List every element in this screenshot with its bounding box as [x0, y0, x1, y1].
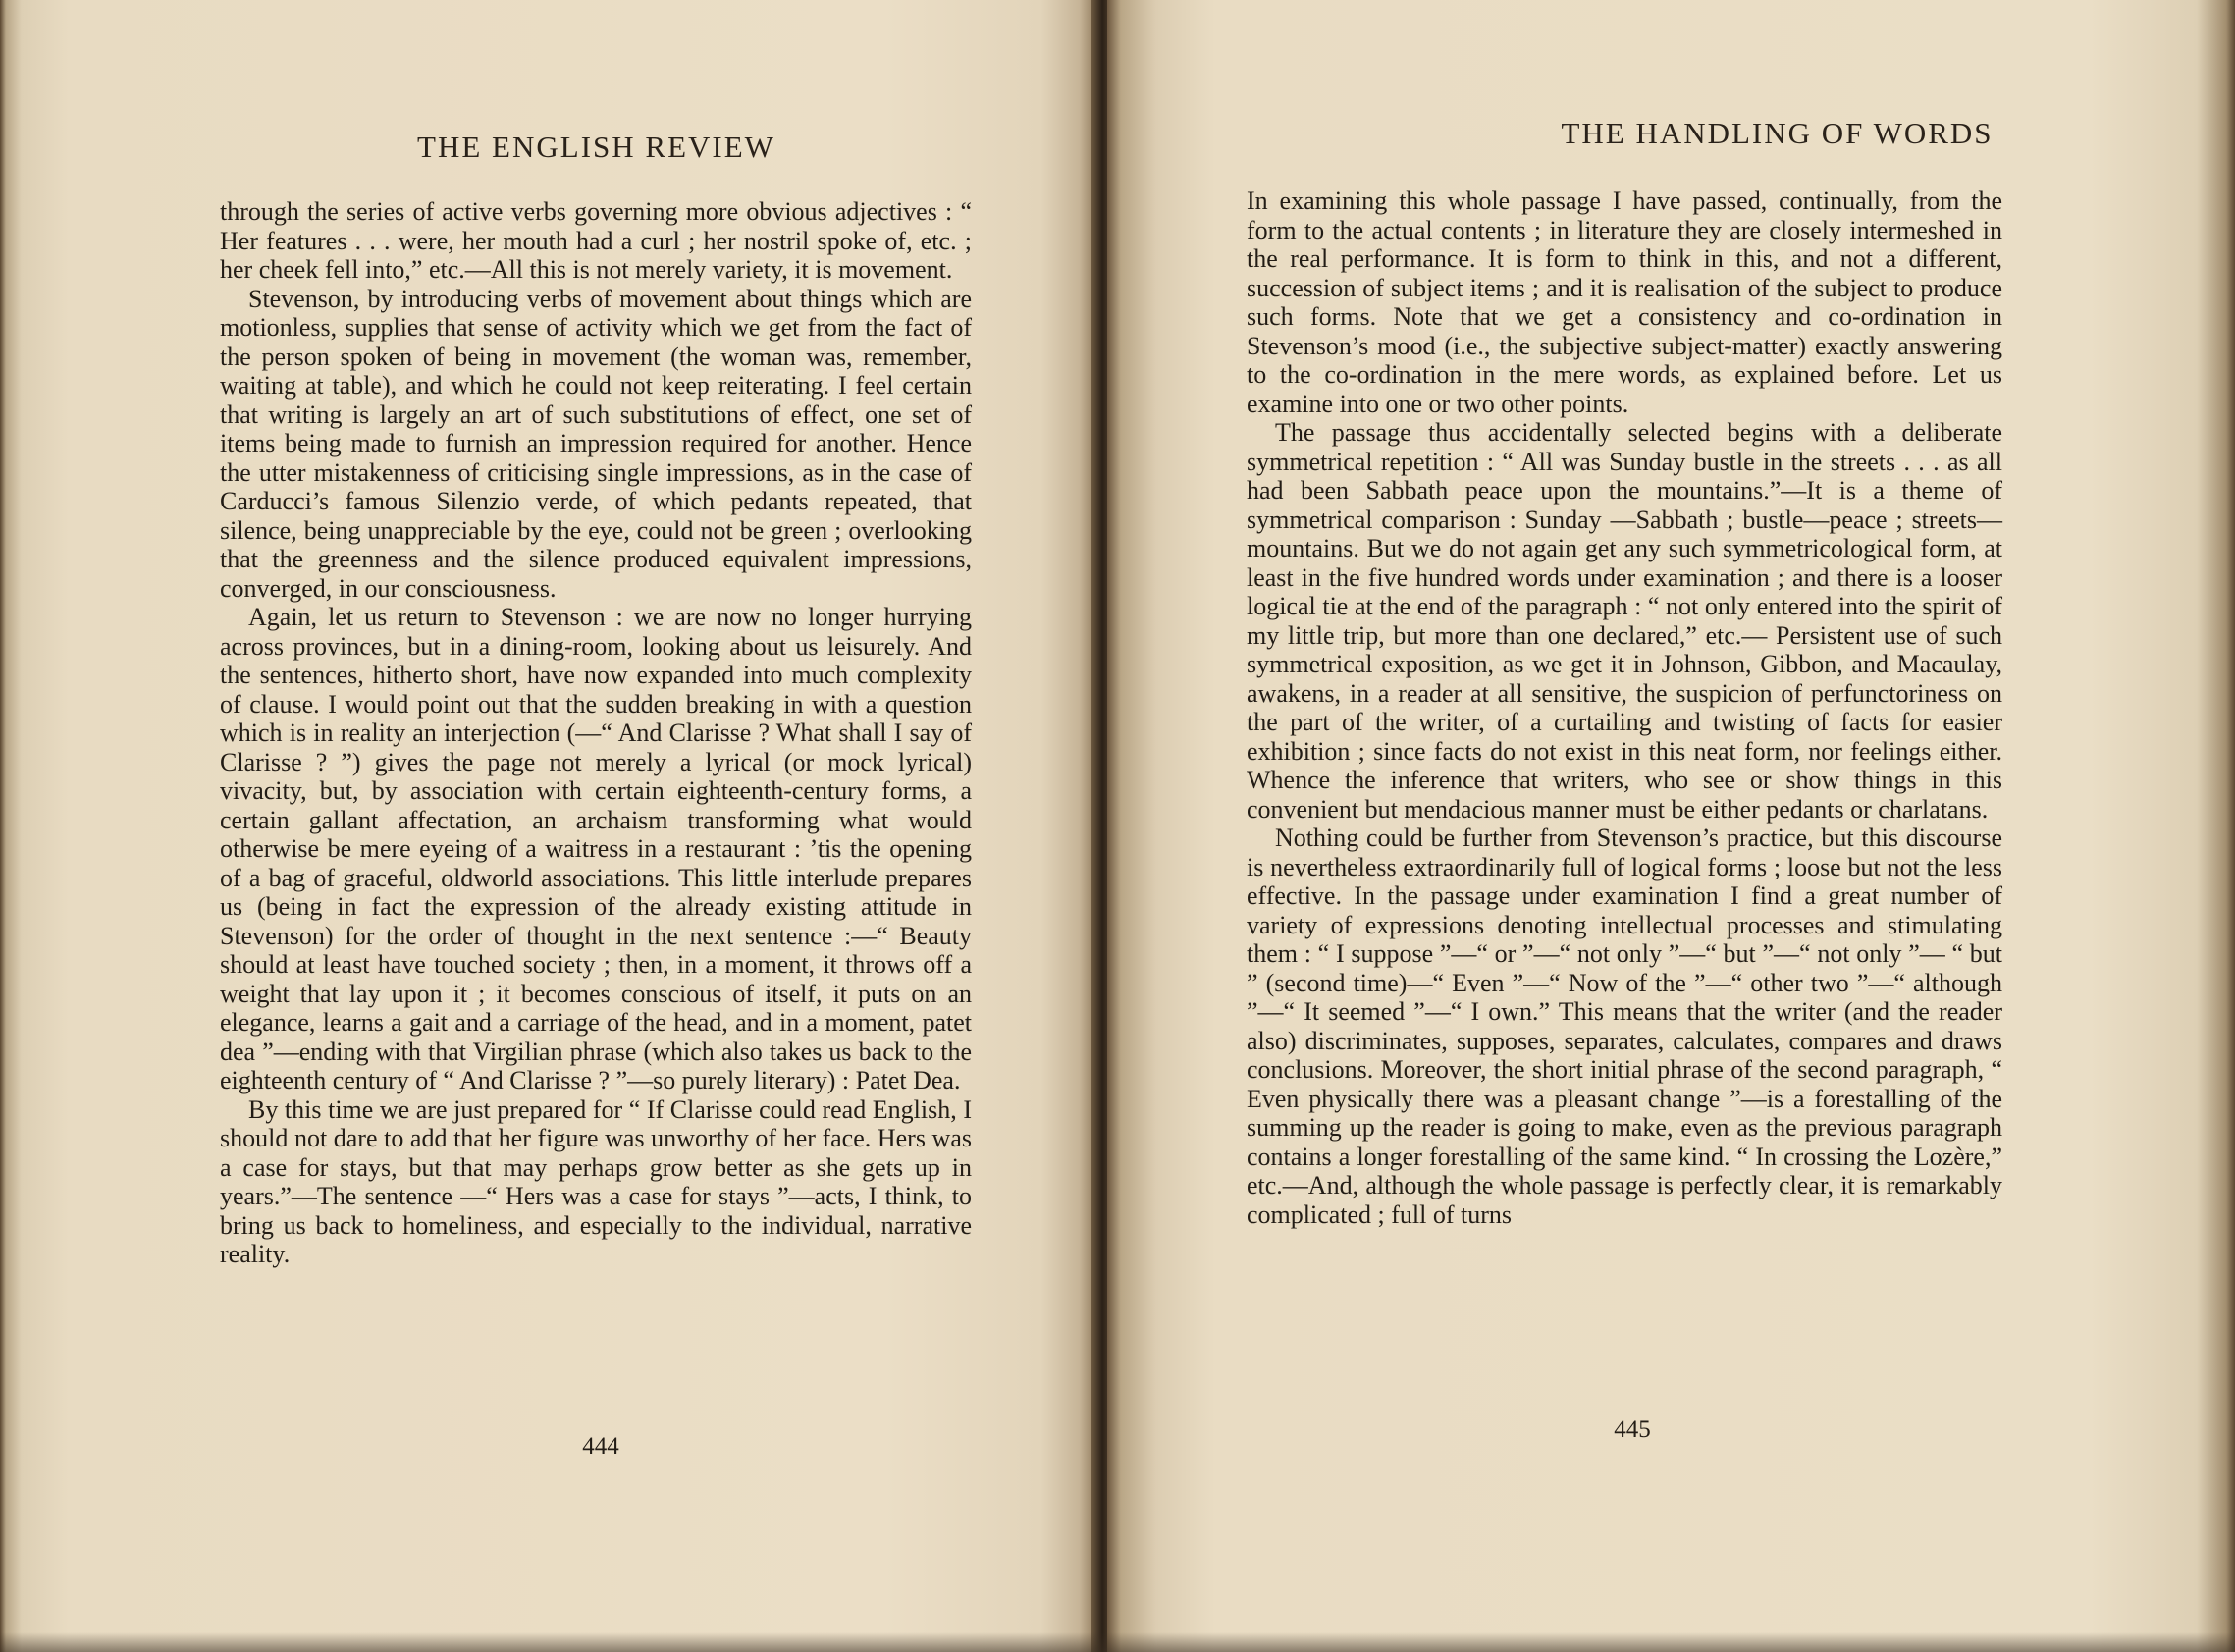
paragraph: The passage thus accidentally selected begins with a deliberate symmetrical repetition : “ All was Sunday bustle in the streets . . . as all had been Sabbath peace upon the mountains.”—It is a theme of symmetrical comparison : Sunday —Sabbath ; bustle—peace ; streets—mountains. But we do not again get any such symmetricological form, at least in the five hundred words under examination ; and there is a looser logical tie at the end of the paragraph : “ not only entered into the spirit of my little trip, but more than one declared,” etc.— Persistent use of such symmetrical exposition, as we get it in Johnson, Gibbon, and Macaulay, awakens, in a reader at all sensitive, the suspicion of perfunctoriness on the part of the writer, of a curtailing and twisting of facts for easier exhibition ; since facts do not exist in this neat form, nor feelings either. Whence the inference that writers, who see or show things in this convenient but mendacious manner must be either pedants or charlatans. [1247, 418, 2002, 824]
running-head: THE ENGLISH REVIEW [417, 130, 775, 164]
paragraph: Stevenson, by introducing verbs of movement about things which are motionless, supplies that sense of activity which we get from the fact of the person spoken of being in movement (the woman was, remember, waiting at table), and which he could not keep reiterating. I feel certain that writing is largely an art of such substitutions of effect, one set of items being made to furnish an impression required for another. Hence the utter mistakenness of criticising single impressions, as in the case of Carducci’s famous Silenzio verde, of which pedants repeated, that silence, being unappreciable by the eye, could not be green ; overlooking that the greenness and the silence produced equivalent impressions, converged, in our consciousness. [220, 284, 972, 603]
page-edge-shadow [0, 1632, 2235, 1652]
paragraph: By this time we are just prepared for “ If Clarisse could read English, I should not dare to add that her figure was unworthy of her face. Hers was a case for stays, but that may perhaps grow better as she gets up in years.”—The sentence —“ Hers was a case for stays ”—acts, I think, to bring us back to homeliness, and especially to the individual, narrative reality. [220, 1094, 972, 1268]
paragraph: Nothing could be further from Stevenson’s practice, but this discourse is nevertheless extraordinarily full of logical forms ; loose but not the less effective. In the passage under examination I find a great number of variety of expressions denoting intellectual processes and stimulating them : “ I suppose ”—“ or ”—“ not only ”—“ but ”—“ not only ”— “ but ” (second time)—“ Even ”—“ Now of the ”—“ other two ”—“ although ”—“ It seemed ”—“ I own.” This means that the writer (and the reader also) discriminates, supposes, separates, calculates, compares and draws conclusions. Moreover, the short initial phrase of the second paragraph, “ Even physically there was a pleasant change ”—is a forestalling of the summing up the reader is going to make, even as the previous paragraph contains a longer forestalling of the same kind. “ In crossing the Lozère,” etc.—And, although the whole passage is perfectly clear, it is remarkably complicated ; full of turns [1247, 824, 2002, 1229]
paragraph: In examining this whole passage I have passed, continually, from the form to the actual contents ; in literature they are closely intermeshed in the real performance. It is form to think in this, and not a different, succession of subject items ; and it is realisation of the subject to produce such forms. Note that we get a consistency and co-ordination in Stevenson’s mood (i.e., the subjective subject-matter) exactly answering to the co-ordination in the mere words, as explained before. Let us examine into one or two other points. [1247, 187, 2002, 418]
paragraph: Again, let us return to Stevenson : we are now no longer hurrying across provinces, but in a dining-room, looking about us leisurely. And the sentences, hitherto short, have now expanded into much complexity of clause. I would point out that the sudden breaking in with a question which is in reality an interjection (—“ And Clarisse ? What shall I say of Clarisse ? ”) gives the page not merely a lyrical (or mock lyrical) vivacity, but, by association with certain eighteenth-century forms, a certain gallant affectation, an archaism transforming what would otherwise be mere eyeing of a waitress in a restaurant : ’tis the opening of a bag of graceful, oldworld associations. This little interlude prepares us (being in fact the expression of the already existing attitude in Stevenson) for the order of thought in the next sentence :—“ Beauty should at least have touched society ; then, in a moment, it throws off a weight that lay upon it ; it becomes conscious of itself, it puts on an elegance, learns a gait and a carriage of the head, and in a moment, patet dea ”—ending with that Virgilian phrase (which also takes us back to the eighteenth century of “ And Clarisse ? ”—so purely literary) : Patet Dea. [220, 603, 972, 1094]
page-number: 445 [1614, 1416, 1651, 1443]
page-number: 444 [582, 1433, 619, 1460]
running-head: THE HANDLING OF WORDS [1561, 116, 1994, 150]
left-page [0, 0, 1097, 1652]
paragraph: through the series of active verbs governing more obvious adjectives : “ Her features . . . were, her mouth had a curl ; her nostril spoke of, etc. ; her cheek fell into,” etc.—All this is not merely variety, it is movement. [220, 197, 972, 284]
right-page [1107, 0, 2235, 1652]
page-body [220, 197, 972, 1269]
page-body [1247, 187, 2002, 1229]
